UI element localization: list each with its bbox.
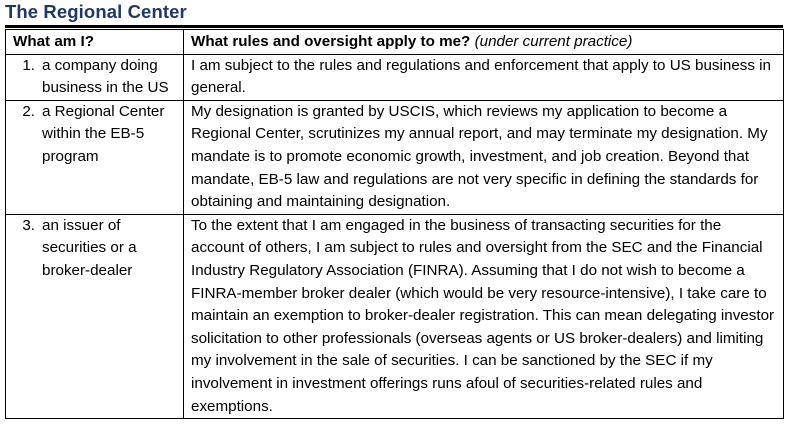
row-number: 3.	[22, 216, 35, 234]
table-row	[6, 100, 784, 214]
row-label: a company doing business in the US	[42, 56, 169, 97]
row-number: 2.	[22, 102, 35, 120]
title-divider	[5, 25, 783, 28]
row-description: My designation is granted by USCIS, which reviews my application to become a Regional Center, scrutinizes my annual report, and may terminate my designation. My mandate is to promote economic growth, investment, and job creation. Beyond that mandate, EB-5 law and regulations are not very specific in defining the standards for obtaining and maintaining designation.	[184, 100, 784, 214]
row-label-cell	[6, 100, 184, 214]
regulation-table	[5, 29, 784, 419]
row-number: 1.	[22, 56, 35, 74]
row-label: an issuer of securities or a broker-dealer	[42, 216, 137, 279]
column-header-rules	[184, 30, 784, 55]
page-title: The Regional Center	[5, 1, 187, 22]
column-header-rules-text: What rules and oversight apply to me?	[191, 33, 471, 50]
column-header-what-am-i: What am I?	[6, 30, 184, 55]
table-row	[6, 214, 784, 418]
table-row	[6, 54, 784, 100]
row-label-cell	[6, 54, 184, 100]
column-header-note: (under current practice)	[474, 33, 633, 50]
row-label: a Regional Center within the EB-5 program	[42, 102, 165, 165]
row-description: To the extent that I am engaged in the business of transacting securities for the account of others, I am subject to rules and oversight from the SEC and the Financial Industry Regulatory Association (FINRA). Assuming that I do not wish to become a FINRA-member broker dealer (which would be very resource-intensive), I take care to maintain an exemption to broker-dealer registration. This can mean delegating investor solicitation to other professionals (overseas agents or US broker-dealers) and limiting my involvement in the sale of securities. I can be sanctioned by the SEC if my involvement in investment offerings runs afoul of securities-related rules and exemptions.	[184, 214, 784, 418]
table-header-row	[6, 30, 784, 55]
row-description: I am subject to the rules and regulations and enforcement that apply to US business in general.	[184, 54, 784, 100]
row-label-cell	[6, 214, 184, 418]
